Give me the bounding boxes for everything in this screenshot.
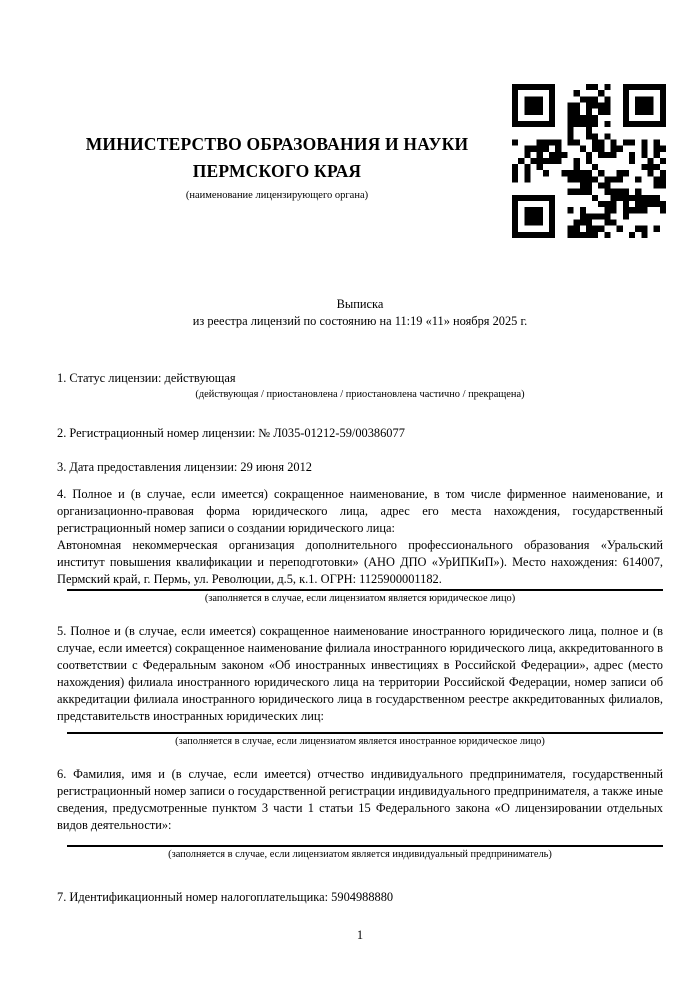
field-entrepreneur-label: 6. Фамилия, имя и (в случае, если имеется) отчество индивидуального предпринимателя, государственный регистрационный номер записи о государственной регистрации индивидуального предпринимателя, а также иные сведения, предусмотренные пунктом 3 части 1 статьи 15 Федерального закона «О лицензировании отдельных видов деятельности»:: [57, 767, 663, 832]
field-legal-entity-value: Автономная некоммерческая организация дополнительного профессионального образования «Уральский институт повышения квалификации и переподготовки» (АНО ДПО «УрИПКиП»). Место нахождения: 614007, Пермский край, г. Пермь, ул. Революции, д.5, к.1. ОГРН: 1125900001182.: [57, 538, 663, 586]
entrepreneur-fill-line: [67, 845, 663, 847]
field-reg-number-text: 2. Регистрационный номер лицензии: № Л035-01212-59/00386077: [57, 426, 405, 440]
page-number: 1: [356, 928, 364, 942]
field-status-note: (действующая / приостановлена / приостановлена частично / прекращена): [195, 389, 525, 400]
field-reg-number: [57, 425, 663, 442]
field-grant-date: [57, 459, 663, 476]
field-foreign-entity: [57, 623, 663, 748]
field-inn-text: 7. Идентификационный номер налогоплательщика: 5904988880: [57, 890, 394, 904]
legal-entity-fill-line: [67, 589, 663, 591]
ministry-name-line2: ПЕРМСКОГО КРАЯ: [192, 161, 362, 181]
ministry-caption: (наименование лицензирующего органа): [185, 190, 369, 201]
foreign-entity-note: (заполняется в случае, если лицензиатом является иностранное юридическое лицо): [175, 736, 545, 747]
legal-entity-note: (заполняется в случае, если лицензиатом является юридическое лицо): [204, 593, 516, 604]
doc-title-line2: из реестра лицензий по состоянию на 11:19 «11» ноября 2025 г.: [192, 314, 528, 328]
qr-code: [512, 84, 666, 238]
foreign-entity-fill-line: [67, 732, 663, 734]
doc-title-line1: Выписка: [336, 297, 384, 311]
ministry-name-line1: МИНИСТЕРСТВО ОБРАЗОВАНИЯ И НАУКИ: [85, 134, 469, 154]
field-status: [57, 370, 663, 401]
field-grant-date-text: 3. Дата предоставления лицензии: 29 июня 2012: [57, 460, 313, 474]
doc-title: [57, 296, 663, 330]
entrepreneur-note: (заполняется в случае, если лицензиатом является индивидуальный предприниматель): [168, 849, 552, 860]
field-status-text: 1. Статус лицензии: действующая: [57, 371, 236, 385]
field-foreign-entity-label: 5. Полное и (в случае, если имеется) сокращенное наименование иностранного юридического лица, полное и (в случае, если имеется) сокращенное наименование филиала иностранного юридического лица, аккредитованного в соответствии с Федеральным законом «Об иностранных инвестициях в Российской Федерации», адрес (место нахождения) филиала иностранного юридического лица на территории Российской Федерации, номер записи об аккредитации филиала иностранного юридического лица в государственном реестре аккредитованных филиалов, представительств иностранных юридических лиц:: [57, 624, 663, 723]
ministry-header: [57, 131, 497, 202]
document-body: [57, 296, 663, 906]
field-entrepreneur: [57, 766, 663, 861]
field-legal-entity-label: 4. Полное и (в случае, если имеется) сокращенное наименование, в том числе фирменное наименование, и организационно-правовая форма юридического лица, адрес его места нахождения, государственный регистрационный номер записи о создании юридического лица:: [57, 487, 663, 535]
field-inn: [57, 889, 663, 906]
field-legal-entity: [57, 486, 663, 605]
